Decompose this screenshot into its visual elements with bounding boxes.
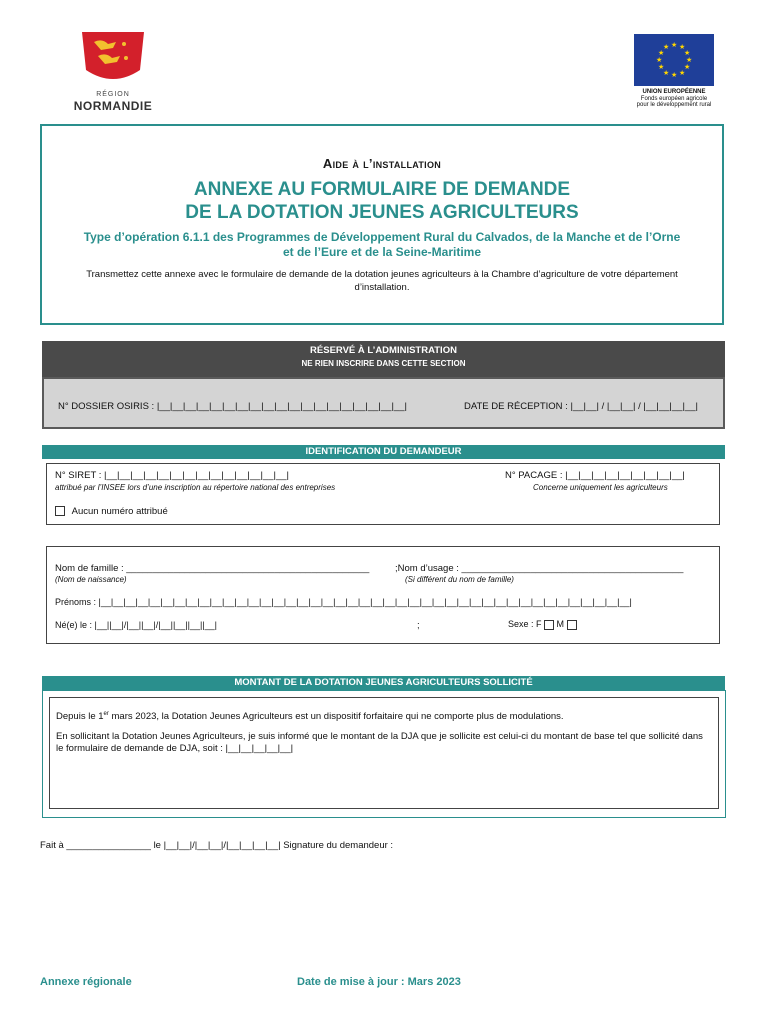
region-normandie-logo bbox=[64, 30, 162, 112]
operation-type-line1: Type d’opération 6.1.1 des Programmes de Développement Rural du Calvados, de la Manche et de l’Orne bbox=[83, 230, 681, 244]
eu-fund-label-2: pour le développement rural bbox=[636, 102, 712, 108]
admin-header-subtitle: NE RIEN INSCRIRE DANS CETTE SECTION bbox=[301, 359, 466, 368]
osiris-dossier-field: N° DOSSIER OSIRIS : |__|__|__|__|__|__|__|__|__|__|__|__|__|__|__|__|__|__|__| bbox=[58, 401, 407, 412]
signature-line[interactable]: Fait à ________________ le |__|__|/|__|__|/|__|__|__|__| Signature du demandeur : bbox=[40, 840, 394, 851]
siret-note: attribué par l’INSEE lors d’une inscription au répertoire national des entreprises bbox=[55, 483, 336, 492]
operation-type-line2: et de l’Eure et de la Seine-Maritime bbox=[282, 245, 482, 259]
sex-f-label: Sexe : F bbox=[508, 619, 542, 629]
sex-field bbox=[508, 619, 577, 630]
birth-name-note: (Nom de naissance) bbox=[55, 575, 127, 584]
eu-logo bbox=[630, 34, 718, 116]
amount-p1-start: Depuis le 1 bbox=[56, 711, 104, 723]
logo-normandie-label: NORMANDIE bbox=[73, 99, 153, 113]
admin-section-header bbox=[42, 341, 725, 377]
title-box bbox=[40, 124, 724, 325]
transmit-instructions: Transmettez cette annexe avec le formulaire de demande de la dotation jeunes agriculteurs à la Chambre d’agriculture de votre département d’installation. bbox=[86, 269, 678, 293]
amount-outer-box bbox=[42, 690, 726, 818]
identification-numbers-box bbox=[46, 463, 720, 525]
pacage-field[interactable]: N° PACAGE : |__|__|__|__|__|__|__|__|__| bbox=[505, 470, 685, 481]
semicolon-separator: ; bbox=[417, 620, 420, 631]
reception-date-field: DATE DE RÉCEPTION : |__|__| / |__|__| / |__|__|__|__| bbox=[464, 401, 698, 412]
pacage-note: Concerne uniquement les agriculteurs bbox=[533, 483, 668, 492]
usage-name-note: (Si différent du nom de famille) bbox=[405, 575, 514, 584]
main-title-line1: ANNEXE AU FORMULAIRE DE DEMANDE bbox=[193, 179, 571, 200]
admin-section-body bbox=[42, 377, 725, 429]
sex-m-label: M bbox=[556, 619, 565, 629]
identity-box bbox=[46, 546, 720, 644]
eu-flag-icon: ★ ★ ★ ★ ★ ★ ★ ★ ★ ★ ★ ★ bbox=[634, 34, 714, 86]
family-name-field[interactable]: Nom de famille : ______________________________________________ bbox=[55, 563, 370, 574]
sex-m-checkbox[interactable] bbox=[567, 620, 577, 630]
kicker-title: Aide à l’installation bbox=[322, 156, 442, 171]
footer-annex-label: Annexe régionale bbox=[40, 976, 132, 988]
operation-type bbox=[42, 230, 722, 260]
no-number-label: Aucun numéro attribué bbox=[71, 506, 168, 517]
footer-update-date: Date de mise à jour : Mars 2023 bbox=[297, 976, 461, 988]
siret-field[interactable]: N° SIRET : |__|__|__|__|__|__|__|__|__|__|__|__|__|__| bbox=[55, 470, 289, 481]
eu-fund-label: Fonds européen agricole bbox=[640, 96, 708, 102]
sex-f-checkbox[interactable] bbox=[544, 620, 554, 630]
no-number-checkbox[interactable] bbox=[55, 506, 65, 516]
main-title bbox=[42, 178, 722, 224]
birth-date-field[interactable]: Né(e) le : |__||__|/|__||__|/|__||__||__||__| bbox=[55, 620, 218, 630]
no-number-option[interactable] bbox=[55, 506, 168, 517]
normandie-shield-icon bbox=[64, 30, 162, 86]
main-title-line2: DE LA DOTATION JEUNES AGRICULTEURS bbox=[185, 202, 579, 223]
amount-header: MONTANT DE LA DOTATION JEUNES AGRICULTEURS SOLLICITÉ bbox=[42, 676, 725, 690]
eu-label: UNION EUROPÉENNE bbox=[642, 89, 706, 95]
admin-header-title: RÉSERVÉ À L’ADMINISTRATION bbox=[310, 345, 457, 356]
amount-inner-box bbox=[49, 697, 719, 809]
first-names-field[interactable]: Prénoms : |__|__|__|__|__|__|__|__|__|__|__|__|__|__|__|__|__|__|__|__|__|__|__|__|__|__|__|__|__|__|__|__|__|__|__|__|__|__|__|__|__|__|__| bbox=[55, 597, 632, 607]
amount-paragraph-2[interactable]: En sollicitant la Dotation Jeunes Agriculteurs, je suis informé que le montant de la DJA que je sollicite est celui-ci du montant de base tel que sollicité dans le formulaire de demande de DJA, soit : |__|__|__|__|__| bbox=[56, 731, 703, 755]
logo-region-label: RÉGION bbox=[96, 91, 130, 98]
amount-p1-end: mars 2023, la Dotation Jeunes Agriculteurs est un dispositif forfaitaire qui ne comporte plus de modulations. bbox=[108, 711, 564, 723]
identification-header: IDENTIFICATION DU DEMANDEUR bbox=[42, 445, 725, 459]
amount-p1-sup: er bbox=[103, 711, 109, 717]
amount-paragraph-1 bbox=[56, 708, 712, 723]
usage-name-field[interactable]: ;Nom d’usage : __________________________________________ bbox=[395, 563, 684, 574]
